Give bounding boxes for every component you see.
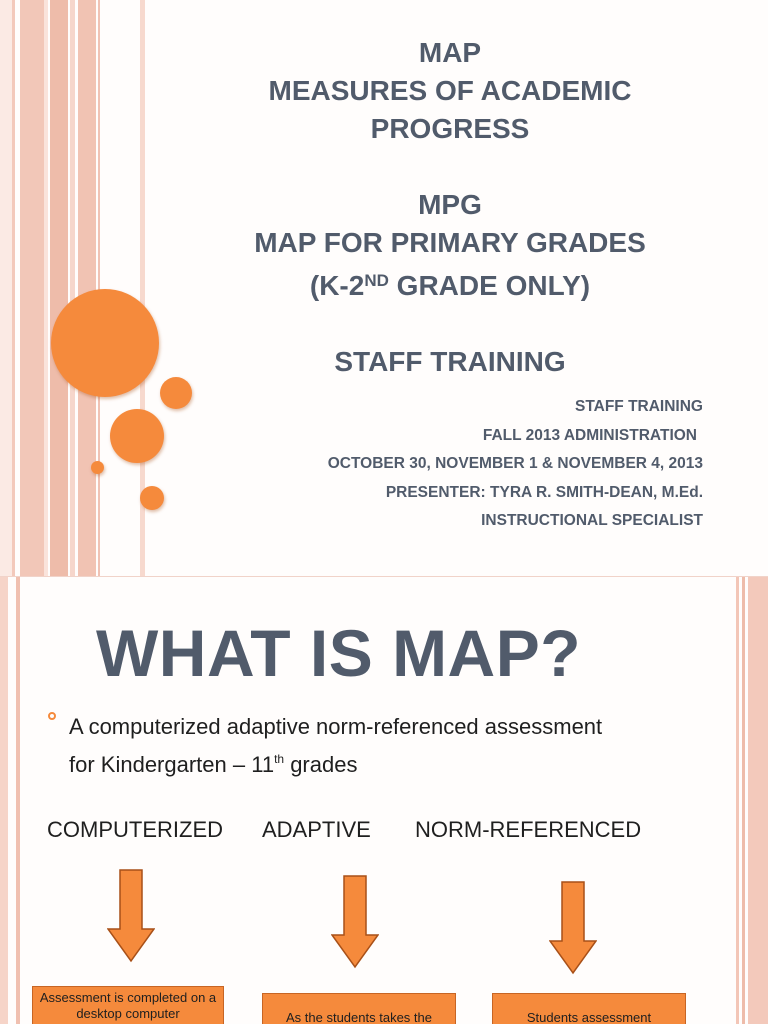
slide-heading: WHAT IS MAP? [96, 616, 582, 690]
title-line: MEASURES OF ACADEMIC [268, 75, 632, 106]
decorative-circle [140, 486, 164, 510]
what-is-map-slide [0, 576, 768, 1024]
grade-line: (K-2ND GRADE ONLY) [309, 270, 591, 301]
decorative-stripes [0, 0, 150, 576]
decorative-circle [110, 409, 164, 463]
down-arrow-icon [107, 869, 155, 963]
decorative-circle-large [51, 289, 159, 397]
subtitle-line: OCTOBER 30, NOVEMBER 1 & NOVEMBER 4, 2013 [327, 455, 703, 473]
title-line: PROGRESS [370, 113, 530, 144]
bullet-text: A computerized adaptive norm-referenced assessment for Kindergarten – 11th grades [69, 714, 603, 777]
subtitle-line: PRESENTER: TYRA R. SMITH-DEAN, M.Ed. [385, 483, 703, 501]
subtitle-line: FALL 2013 ADMINISTRATION [482, 426, 697, 444]
down-arrow-icon [331, 875, 379, 969]
adaptive-box: As the students takes the [262, 993, 456, 1024]
decorative-stripe [736, 577, 739, 1024]
label-norm-referenced: NORM-REFERENCED [415, 817, 642, 842]
slide-subtitle [183, 393, 703, 536]
label-adaptive: ADAPTIVE [262, 817, 371, 842]
title-line: STAFF TRAINING [334, 346, 566, 377]
title-line: MAP FOR PRIMARY GRADES [254, 227, 646, 258]
decorative-stripe [742, 577, 745, 1024]
slide-title [180, 34, 720, 381]
label-computerized: COMPUTERIZED [47, 817, 223, 842]
decorative-stripe [16, 577, 20, 1024]
decorative-stripe [748, 577, 768, 1024]
norm-referenced-box: Students assessment [492, 993, 686, 1024]
computerized-box: Assessment is completed on a desktop computer [32, 986, 224, 1024]
subtitle-line: INSTRUCTIONAL SPECIALIST [481, 512, 703, 530]
decorative-circle-small [91, 461, 104, 474]
decorative-stripe [0, 577, 8, 1024]
title-line: MAP [418, 37, 482, 68]
down-arrow-icon [549, 881, 597, 975]
subtitle-line: STAFF TRAINING [574, 398, 703, 415]
title-line: MPG [418, 189, 482, 220]
bullet-icon [48, 712, 56, 720]
